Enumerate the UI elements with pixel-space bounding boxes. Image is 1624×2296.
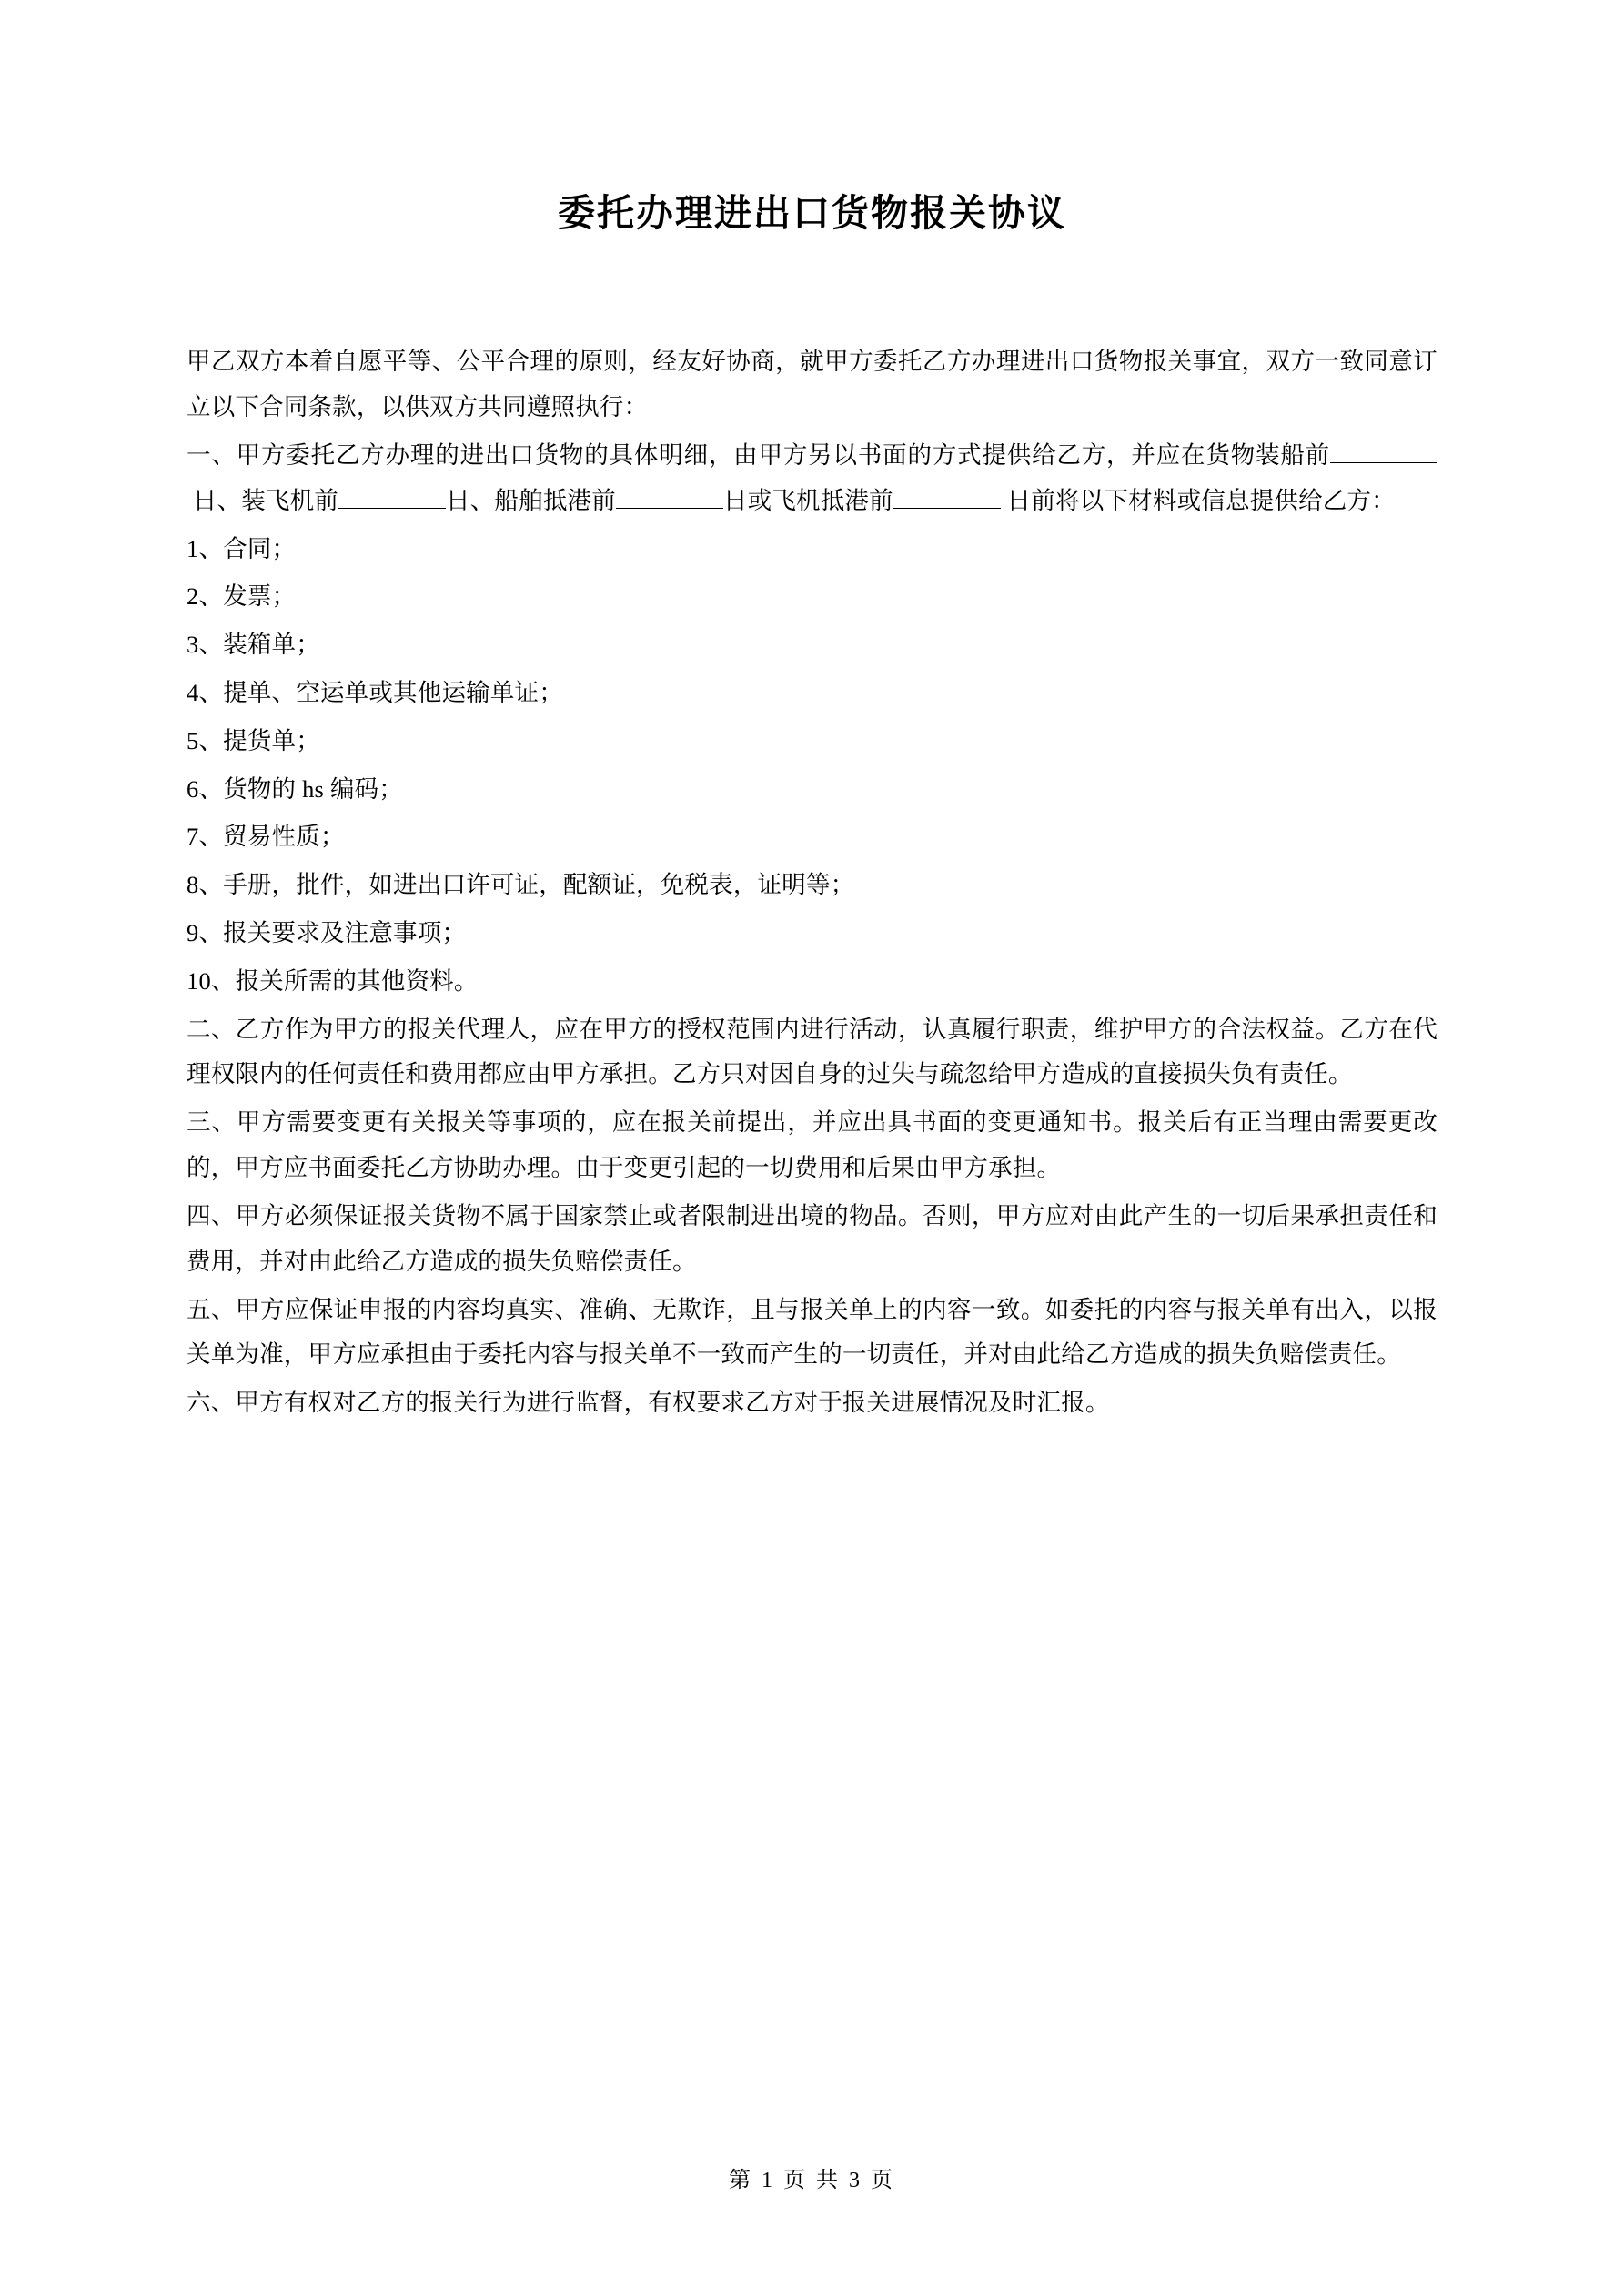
paragraph-clause-two: 二、乙方作为甲方的报关代理人，应在甲方的授权范围内进行活动，认真履行职责，维护甲方的合法权益。乙方在代理权限内的任何责任和费用都应由甲方承担。乙方只对因自身的过失与疏忽给甲方造成的直接损失负有责任。 (187, 1015, 1437, 1088)
list-item-8: 8、手册，批件，如进出口许可证，配额证，免税表，证明等； (187, 871, 855, 899)
clause-one-part2: 日、装飞机前 (192, 486, 339, 514)
list-item-4: 4、提单、空运单或其他运输单证； (187, 678, 563, 706)
paragraph-clause-five: 五、甲方应保证申报的内容均真实、准确、无欺诈，且与报关单上的内容一致。如委托的内容与报关单有出入，以报关单为准，甲方应承担由于委托内容与报关单不一致而产生的一切责任，并对由此给乙方造成的损失负赔偿责任。 (187, 1295, 1437, 1369)
paragraph-clause-one (187, 433, 1437, 524)
list-item-6: 6、货物的 hs 编码； (187, 774, 403, 803)
clause-one-part5: 日前将以下材料或信息提供给乙方： (1006, 486, 1396, 514)
list-item-2: 2、发票； (187, 582, 297, 611)
clause-one-part4: 日或飞机抵港前 (722, 486, 893, 514)
page-footer: 第 1 页 共 3 页 (729, 2169, 895, 2192)
blank-field-air-days[interactable] (338, 483, 446, 509)
paragraph-clause-four: 四、甲方必须保证报关货物不属于国家禁止或者限制进出境的物品。否则，甲方应对由此产生的一切后果承担责任和费用，并对由此给乙方造成的损失负赔偿责任。 (187, 1201, 1437, 1275)
clause-one-part3: 日、船舶抵港前 (446, 486, 616, 514)
document-body (187, 339, 1437, 1426)
paragraph-intro: 甲乙双方本着自愿平等、公平合理的原则，经友好协商，就甲方委托乙方办理进出口货物报关事宜，双方一致同意订立以下合同条款，以供双方共同遵照执行： (187, 348, 1437, 421)
blank-field-shipping-days[interactable] (1330, 438, 1437, 463)
list-item-1: 1、合同； (187, 534, 297, 562)
list-item-3: 3、装箱单； (187, 631, 320, 659)
document-content (187, 0, 1437, 1429)
list-item-7: 7、贸易性质； (187, 823, 345, 851)
blank-field-plane-arrival-days[interactable] (893, 483, 1001, 509)
list-item-5: 5、提货单； (187, 726, 320, 754)
list-item-9: 9、报关要求及注意事项； (187, 919, 467, 947)
clause-one-part1: 一、甲方委托乙方办理的进出口货物的具体明细，由甲方另以书面的方式提供给乙方，并应在货物装船前 (187, 440, 1330, 469)
paragraph-clause-three: 三、甲方需要变更有关报关等事项的，应在报关前提出，并应出具书面的变更通知书。报关后有正当理由需要更改的，甲方应书面委托乙方协助办理。由于变更引起的一切费用和后果由甲方承担。 (187, 1108, 1437, 1182)
page-title: 委托办理进出口货物报关协议 (558, 192, 1066, 234)
list-item-10: 10、报关所需的其他资料。 (187, 966, 479, 995)
paragraph-clause-six: 六、甲方有权对乙方的报关行为进行监督，有权要求乙方对于报关进展情况及时汇报。 (187, 1389, 1110, 1417)
blank-field-vessel-arrival-days[interactable] (616, 483, 723, 509)
